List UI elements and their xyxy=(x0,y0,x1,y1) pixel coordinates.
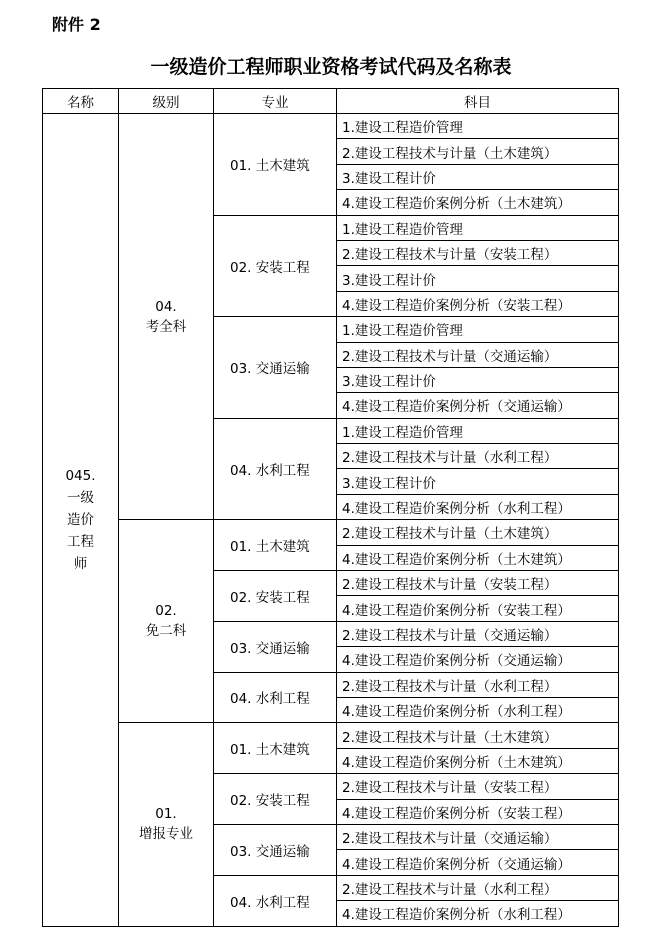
major-cell: 01. 土木建筑 xyxy=(214,114,337,216)
major-cell: 02. 安装工程 xyxy=(214,215,337,317)
major-cell: 01. 土木建筑 xyxy=(214,723,337,774)
cert-name-cell xyxy=(43,114,119,927)
subject-cell: 2.建设工程技术与计量（水利工程） xyxy=(337,875,619,900)
subject-cell: 4.建设工程造价案例分析（交通运输） xyxy=(337,850,619,875)
level-cell xyxy=(119,520,214,723)
level-code: 02. xyxy=(155,603,177,620)
document-title: 一级造价工程师职业资格考试代码及名称表 xyxy=(150,56,512,78)
level-cell xyxy=(119,723,214,926)
subject-cell: 2.建设工程技术与计量（交通运输） xyxy=(337,824,619,849)
subject-cell: 2.建设工程技术与计量（交通运输） xyxy=(337,342,619,367)
subject-cell: 4.建设工程造价案例分析（安装工程） xyxy=(337,291,619,316)
subject-cell: 2.建设工程技术与计量（水利工程） xyxy=(337,444,619,469)
subject-cell: 4.建设工程造价案例分析（土木建筑） xyxy=(337,545,619,570)
subject-cell: 4.建设工程造价案例分析（安装工程） xyxy=(337,799,619,824)
major-cell: 02. 安装工程 xyxy=(214,774,337,825)
exam-code-table xyxy=(42,88,619,927)
subject-cell: 2.建设工程技术与计量（土木建筑） xyxy=(337,520,619,545)
subject-cell: 4.建设工程造价案例分析（土木建筑） xyxy=(337,748,619,773)
subject-cell: 1.建设工程造价管理 xyxy=(337,114,619,139)
subject-cell: 2.建设工程技术与计量（土木建筑） xyxy=(337,723,619,748)
level-code: 01. xyxy=(155,806,177,823)
subject-cell: 4.建设工程造价案例分析（交通运输） xyxy=(337,393,619,418)
major-cell: 03. 交通运输 xyxy=(214,317,337,419)
level-label: 考全科 xyxy=(145,318,187,335)
subject-cell: 4.建设工程造价案例分析（土木建筑） xyxy=(337,190,619,215)
level-label: 增报专业 xyxy=(139,826,193,843)
level-cell xyxy=(119,114,214,520)
subject-cell: 4.建设工程造价案例分析（水利工程） xyxy=(337,901,619,926)
subject-cell: 3.建设工程计价 xyxy=(337,164,619,189)
subject-cell: 2.建设工程技术与计量（安装工程） xyxy=(337,774,619,799)
major-cell: 01. 土木建筑 xyxy=(214,520,337,571)
header-subject: 科目 xyxy=(337,89,619,114)
subject-cell: 1.建设工程造价管理 xyxy=(337,418,619,443)
subject-cell: 1.建设工程造价管理 xyxy=(337,215,619,240)
major-cell: 04. 水利工程 xyxy=(214,875,337,926)
attachment-label: 附件 2 xyxy=(52,15,101,34)
header-row xyxy=(43,89,619,114)
table-row xyxy=(43,723,619,748)
major-cell: 04. 水利工程 xyxy=(214,672,337,723)
major-cell: 03. 交通运输 xyxy=(214,824,337,875)
subject-cell: 4.建设工程造价案例分析（交通运输） xyxy=(337,647,619,672)
subject-cell: 2.建设工程技术与计量（安装工程） xyxy=(337,240,619,265)
subject-cell: 4.建设工程造价案例分析（水利工程） xyxy=(337,494,619,519)
header-level: 级别 xyxy=(119,89,214,114)
level-code: 04. xyxy=(155,298,177,315)
subject-cell: 2.建设工程技术与计量（土木建筑） xyxy=(337,139,619,164)
level-label: 免二科 xyxy=(145,623,187,640)
major-cell: 03. 交通运输 xyxy=(214,621,337,672)
major-cell: 04. 水利工程 xyxy=(214,418,337,520)
subject-cell: 2.建设工程技术与计量（交通运输） xyxy=(337,621,619,646)
subject-cell: 4.建设工程造价案例分析（安装工程） xyxy=(337,596,619,621)
subject-cell: 4.建设工程造价案例分析（水利工程） xyxy=(337,697,619,722)
table-body xyxy=(43,114,619,927)
subject-cell: 3.建设工程计价 xyxy=(337,469,619,494)
subject-cell: 2.建设工程技术与计量（水利工程） xyxy=(337,672,619,697)
table-row xyxy=(43,520,619,545)
table-row xyxy=(43,114,619,139)
header-major: 专业 xyxy=(214,89,337,114)
subject-cell: 3.建设工程计价 xyxy=(337,266,619,291)
major-cell: 02. 安装工程 xyxy=(214,571,337,622)
subject-cell: 3.建设工程计价 xyxy=(337,367,619,392)
header-name: 名称 xyxy=(43,89,119,114)
subject-cell: 1.建设工程造价管理 xyxy=(337,317,619,342)
subject-cell: 2.建设工程技术与计量（安装工程） xyxy=(337,571,619,596)
cert-name: 045. 一级 造价 工程 师 xyxy=(65,467,96,572)
